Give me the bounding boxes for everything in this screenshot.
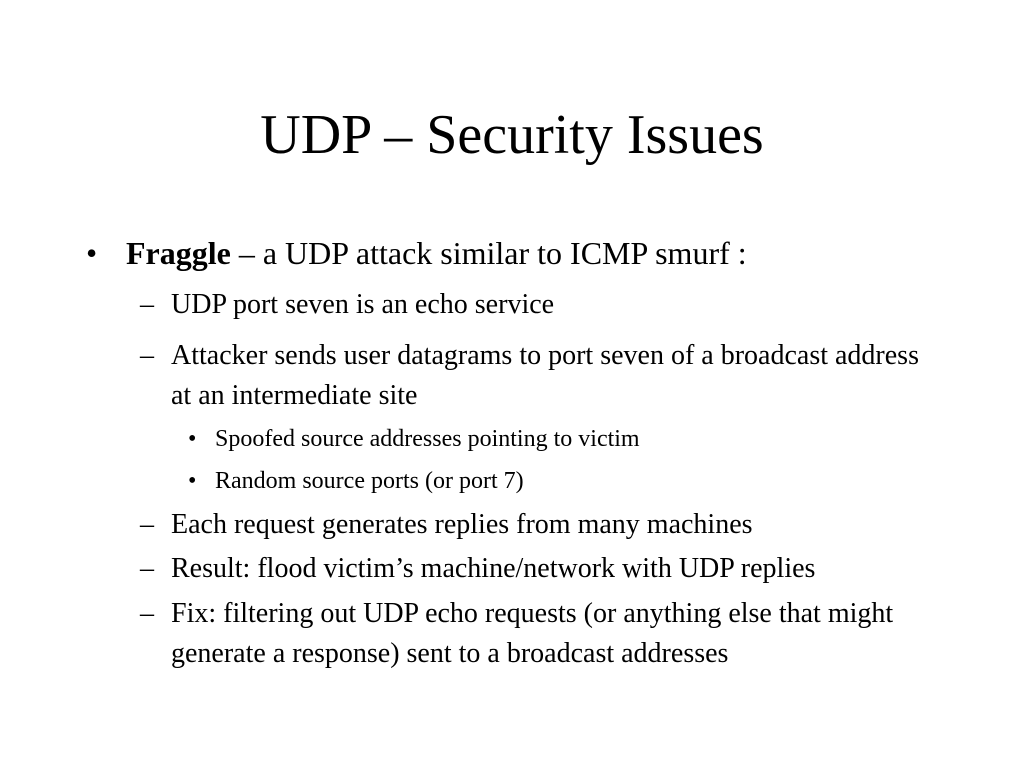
sub-bullet-marker: • bbox=[188, 468, 197, 494]
bullet-text bbox=[126, 231, 747, 275]
bullet-term: Fraggle bbox=[126, 235, 231, 271]
sub-item-text: UDP port seven is an echo service bbox=[171, 289, 555, 320]
sub-item-text: Attacker sends user datagrams to port seven of a broadcast address at an intermediate site bbox=[171, 340, 919, 411]
sub-sub-item-text: Spoofed source addresses pointing to victim bbox=[215, 426, 640, 452]
bullet-marker: • bbox=[86, 235, 98, 271]
sub-item-text: Fix: filtering out UDP echo requests (or anything else that might generate a response) sent to a broadcast addresses bbox=[171, 598, 894, 669]
sub-bullet-marker: • bbox=[188, 426, 197, 452]
slide-title: UDP – Security Issues bbox=[260, 104, 764, 166]
bullet-description: – a UDP attack similar to ICMP smurf : bbox=[230, 235, 747, 271]
sub-item-text: Each request generates replies from many machines bbox=[171, 509, 753, 540]
dash-marker: – bbox=[140, 598, 154, 629]
dash-marker: – bbox=[140, 553, 154, 584]
dash-marker: – bbox=[140, 340, 154, 371]
dash-marker: – bbox=[140, 509, 154, 540]
dash-marker: – bbox=[140, 289, 154, 320]
sub-sub-item-text: Random source ports (or port 7) bbox=[215, 468, 524, 494]
sub-item-text: Result: flood victim’s machine/network with UDP replies bbox=[171, 553, 816, 584]
